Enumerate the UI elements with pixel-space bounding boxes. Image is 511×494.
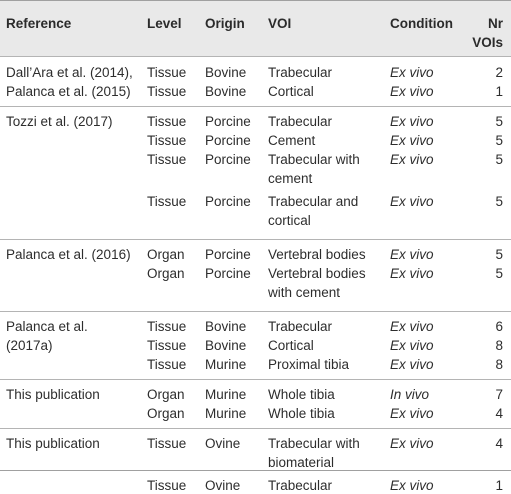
condition-cell: Ex vivo <box>390 247 434 262</box>
level-cell: Tissue <box>147 357 187 372</box>
nr-vois-cell: 1 <box>495 478 503 493</box>
origin-cell: Ovine <box>205 436 241 451</box>
reference-text: Palanca et al. <box>6 319 88 334</box>
voi-cell: Whole tibia <box>268 387 335 402</box>
group-separator <box>0 239 511 240</box>
voi-cell: Vertebral bodies <box>268 247 366 262</box>
nr-vois-cell: 5 <box>495 266 503 281</box>
origin-cell: Porcine <box>205 194 251 209</box>
level-cell: Organ <box>147 387 185 402</box>
nr-vois-cell: 5 <box>495 114 503 129</box>
nr-vois-cell: 2 <box>495 65 503 80</box>
nr-vois-cell: 7 <box>495 387 503 402</box>
condition-cell: Ex vivo <box>390 478 434 493</box>
nr-vois-cell: 5 <box>495 247 503 262</box>
nr-vois-cell: 5 <box>495 133 503 148</box>
level-cell: Tissue <box>147 478 187 493</box>
condition-cell: Ex vivo <box>390 266 434 281</box>
voi-cell: Whole tibia <box>268 406 335 421</box>
nr-vois-cell: 5 <box>495 152 503 167</box>
level-cell: Tissue <box>147 152 187 167</box>
header-condition: Condition <box>390 16 453 31</box>
condition-cell: Ex vivo <box>390 194 434 209</box>
reference-text: (2017a) <box>6 338 53 353</box>
nr-vois-cell: 1 <box>495 84 503 99</box>
condition-cell: Ex vivo <box>390 114 434 129</box>
level-cell: Tissue <box>147 114 187 129</box>
voi-cell: Cement <box>268 133 316 148</box>
reference-text: Dall’Ara et al. (2014), <box>6 65 133 80</box>
level-cell: Tissue <box>147 133 187 148</box>
table-header <box>0 1 511 56</box>
header-nr: Nr <box>487 16 503 31</box>
level-cell: Tissue <box>147 319 187 334</box>
voi-cell: cortical <box>268 213 311 228</box>
origin-cell: Porcine <box>205 152 251 167</box>
origin-cell: Ovine <box>205 478 241 493</box>
condition-cell: Ex vivo <box>390 319 434 334</box>
origin-cell: Porcine <box>205 133 251 148</box>
level-cell: Tissue <box>147 84 187 99</box>
header-reference: Reference <box>6 16 72 31</box>
voi-cell: Trabecular <box>268 114 333 129</box>
level-cell: Tissue <box>147 194 187 209</box>
nr-vois-cell: 8 <box>495 357 503 372</box>
top-rule <box>0 0 511 1</box>
voi-cell: Trabecular with <box>268 436 360 451</box>
origin-cell: Bovine <box>205 84 247 99</box>
header-rule <box>0 56 511 57</box>
origin-cell: Porcine <box>205 266 251 281</box>
voi-cell: cement <box>268 171 313 186</box>
voi-cell: Proximal tibia <box>268 357 350 372</box>
condition-cell: Ex vivo <box>390 406 434 421</box>
group-separator <box>0 428 511 429</box>
nr-vois-cell: 4 <box>495 406 503 421</box>
voi-cell: Vertebral bodies <box>268 266 366 281</box>
origin-cell: Murine <box>205 406 247 421</box>
level-cell: Tissue <box>147 65 187 80</box>
origin-cell: Porcine <box>205 247 251 262</box>
condition-cell: Ex vivo <box>390 84 434 99</box>
group-separator <box>0 379 511 380</box>
header-vois: VOIs <box>472 35 503 50</box>
condition-cell: Ex vivo <box>390 436 434 451</box>
origin-cell: Bovine <box>205 65 247 80</box>
voi-cell: Trabecular with <box>268 152 360 167</box>
group-separator <box>0 311 511 312</box>
nr-vois-cell: 6 <box>495 319 503 334</box>
nr-vois-cell: 4 <box>495 436 503 451</box>
origin-cell: Murine <box>205 387 247 402</box>
group-separator <box>0 106 511 107</box>
nr-vois-cell: 8 <box>495 338 503 353</box>
level-cell: Tissue <box>147 436 187 451</box>
voi-cell: Cortical <box>268 84 314 99</box>
header-level: Level <box>147 16 182 31</box>
reference-text: This publication <box>6 387 100 402</box>
voi-cell: Trabecular <box>268 478 333 493</box>
voi-cell: Cortical <box>268 338 314 353</box>
header-origin: Origin <box>205 16 245 31</box>
condition-cell: Ex vivo <box>390 65 434 80</box>
level-cell: Organ <box>147 266 185 281</box>
condition-cell: Ex vivo <box>390 133 434 148</box>
voi-cell: Trabecular <box>268 65 333 80</box>
nr-vois-cell: 5 <box>495 194 503 209</box>
reference-text: Palanca et al. (2016) <box>6 247 131 262</box>
condition-cell: Ex vivo <box>390 152 434 167</box>
voi-cell: biomaterial <box>268 455 335 470</box>
level-cell: Tissue <box>147 338 187 353</box>
condition-cell: In vivo <box>390 387 430 402</box>
voi-cell: with cement <box>268 285 341 300</box>
origin-cell: Murine <box>205 357 247 372</box>
level-cell: Organ <box>147 247 185 262</box>
origin-cell: Porcine <box>205 114 251 129</box>
voi-cell: Trabecular and <box>268 194 359 209</box>
header-voi: VOI <box>268 16 292 31</box>
reference-text: Palanca et al. (2015) <box>6 84 131 99</box>
voi-cell: Trabecular <box>268 319 333 334</box>
origin-cell: Bovine <box>205 319 247 334</box>
condition-cell: Ex vivo <box>390 338 434 353</box>
origin-cell: Bovine <box>205 338 247 353</box>
reference-text: This publication <box>6 436 100 451</box>
reference-text: Tozzi et al. (2017) <box>6 114 113 129</box>
level-cell: Organ <box>147 406 185 421</box>
condition-cell: Ex vivo <box>390 357 434 372</box>
